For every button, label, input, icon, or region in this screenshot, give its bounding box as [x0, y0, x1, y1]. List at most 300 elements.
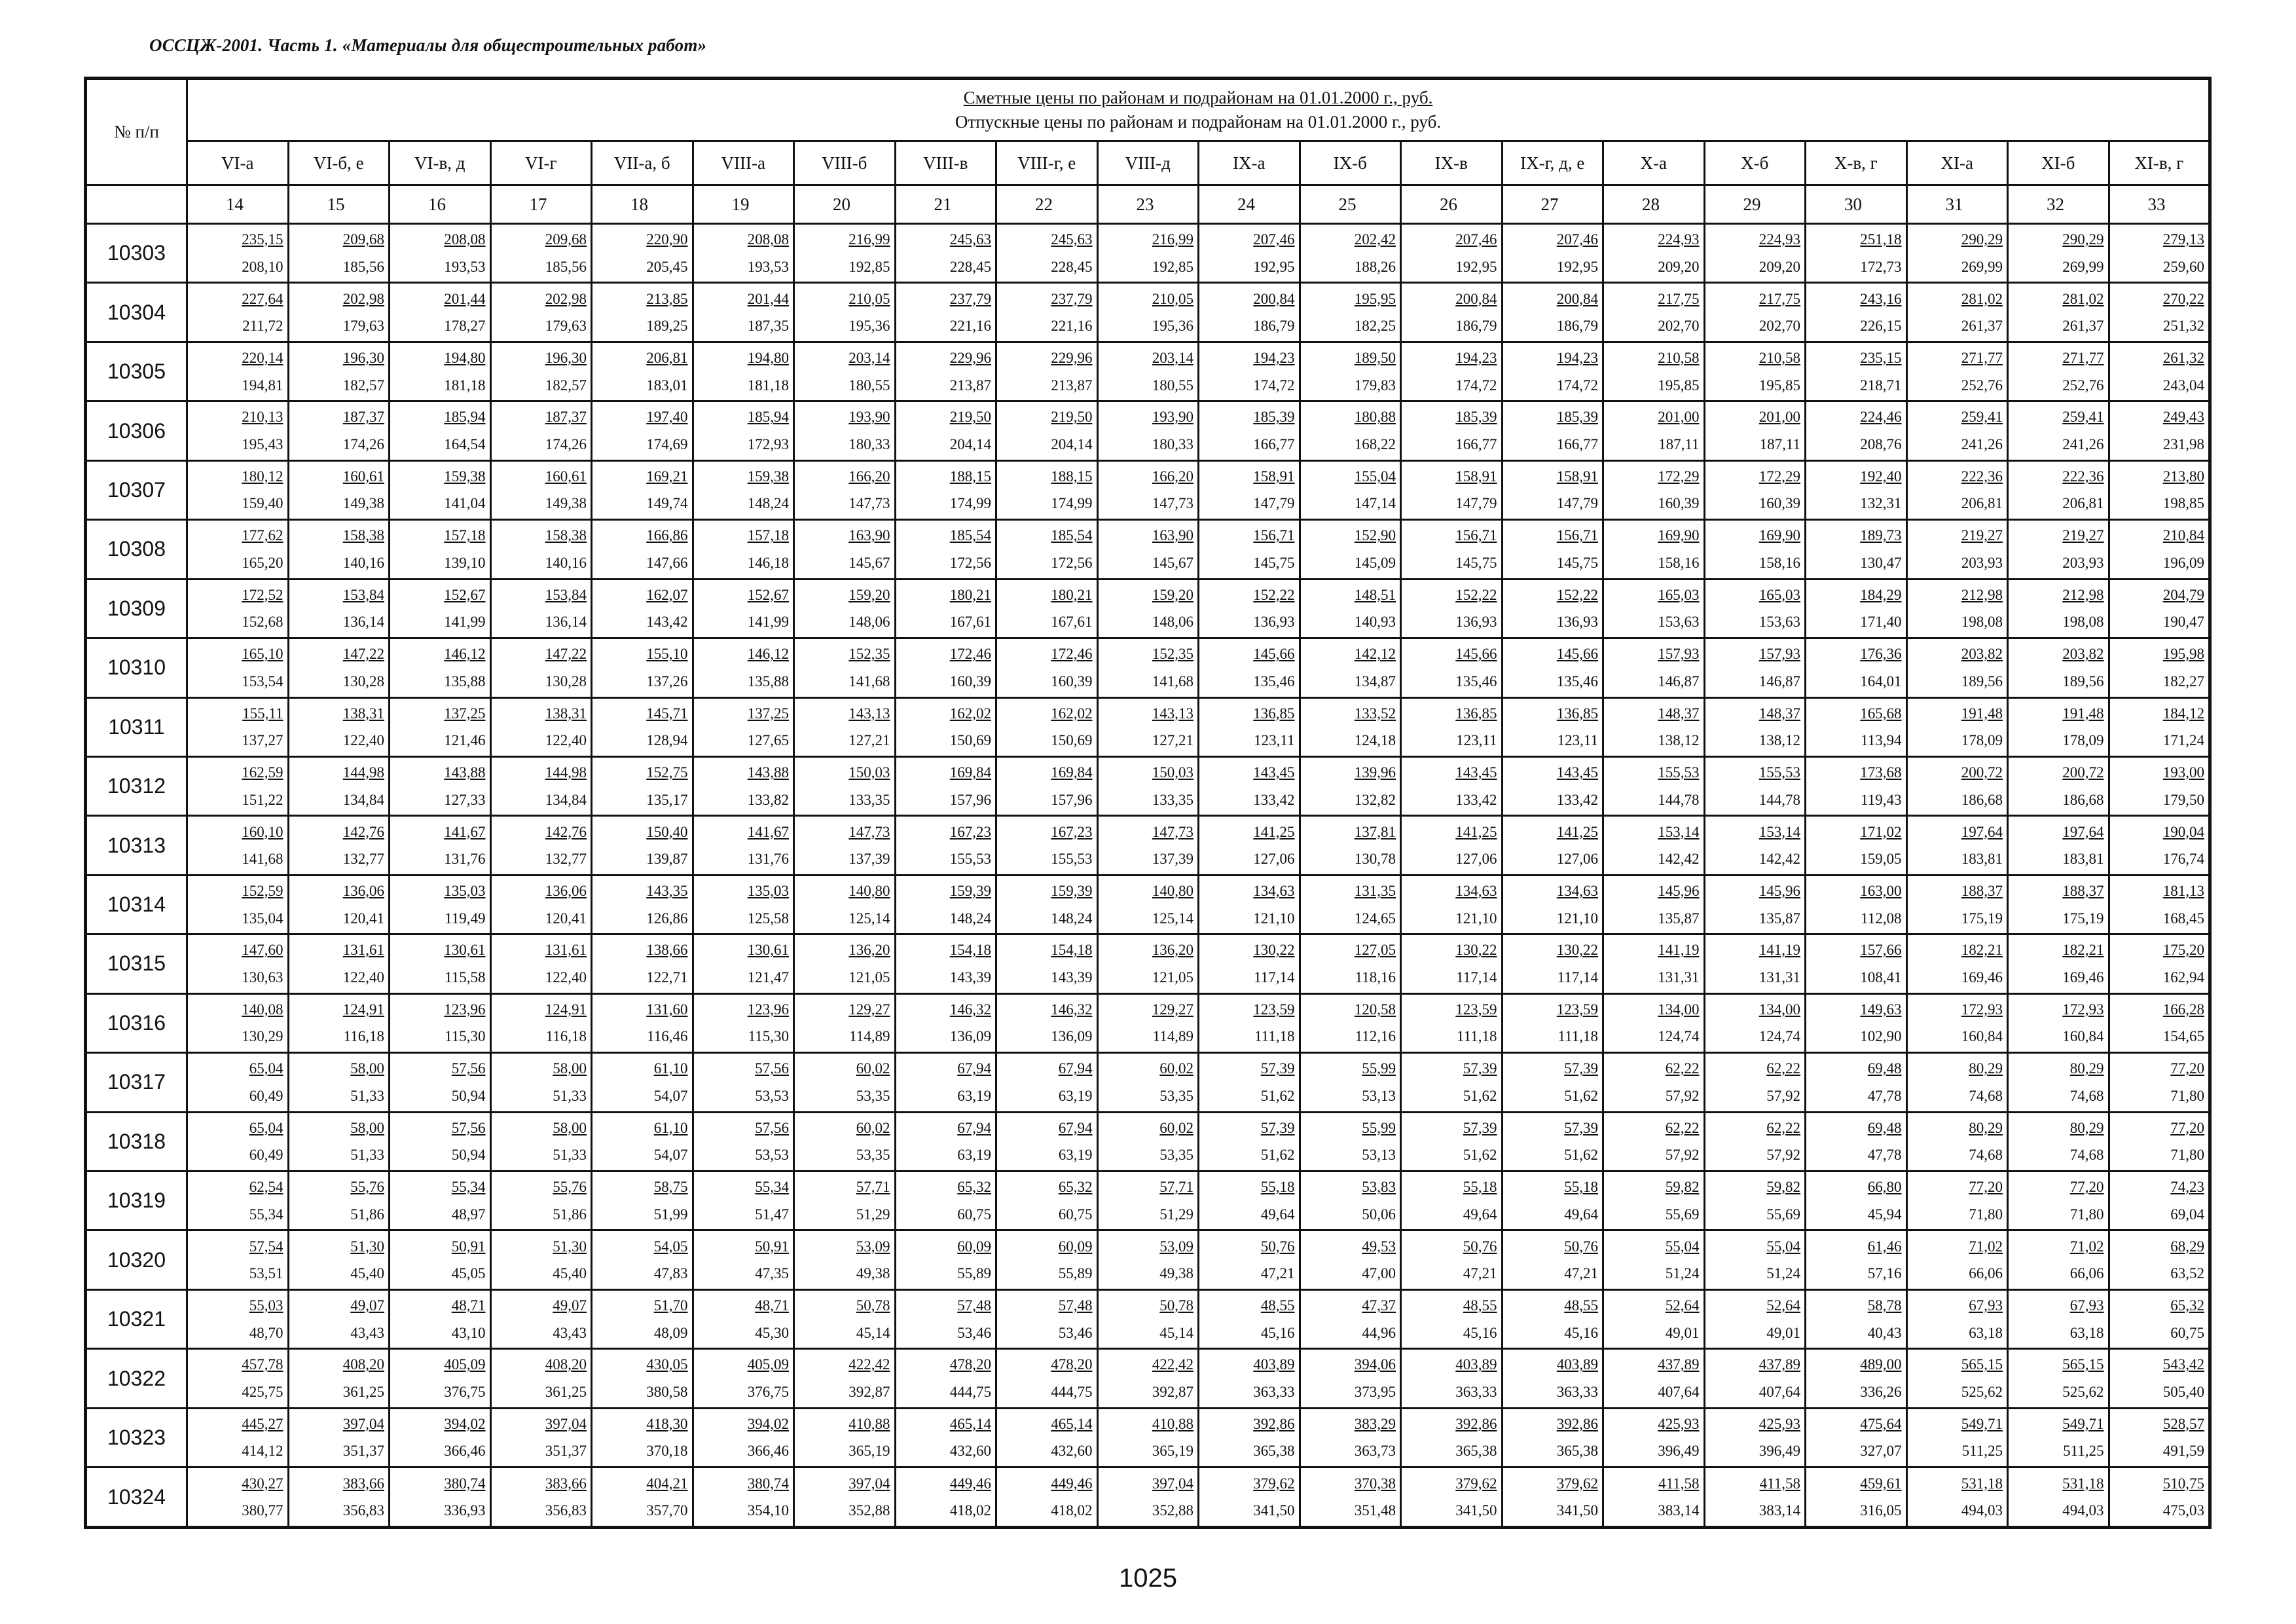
estimate-price: 55,18	[1463, 1179, 1497, 1196]
estimate-price: 134,63	[1556, 882, 1598, 899]
estimate-price: 271,77	[1961, 350, 2003, 366]
release-price: 136,14	[342, 614, 384, 631]
release-price: 124,74	[1758, 1028, 1800, 1045]
price-cell	[390, 1467, 491, 1528]
price-cell	[1502, 1230, 1603, 1289]
price-cell	[592, 1230, 693, 1289]
estimate-price: 133,52	[1354, 705, 1396, 722]
price-cell	[693, 401, 794, 460]
price-cell	[693, 224, 794, 283]
estimate-price: 203,14	[848, 350, 890, 366]
estimate-price: 57,39	[1463, 1060, 1497, 1077]
price-cell	[794, 816, 896, 875]
release-price: 116,18	[545, 1028, 587, 1045]
estimate-price: 281,02	[2062, 290, 2104, 307]
price-cell	[2109, 1289, 2210, 1348]
estimate-price: 136,85	[1253, 705, 1295, 722]
estimate-price: 80,29	[2069, 1119, 2104, 1136]
release-price: 365,38	[1253, 1443, 1295, 1460]
price-cell	[1401, 993, 1503, 1052]
estimate-price: 397,04	[848, 1475, 890, 1492]
release-price: 195,36	[1152, 318, 1194, 335]
release-price: 432,60	[1051, 1443, 1093, 1460]
release-price: 380,58	[646, 1384, 688, 1401]
price-cell	[1603, 993, 1705, 1052]
price-cell	[1097, 460, 1199, 519]
release-price: 252,76	[2062, 377, 2104, 394]
release-price: 251,32	[2162, 318, 2204, 335]
price-cell	[895, 756, 996, 815]
price-cell	[2008, 756, 2109, 815]
release-price: 47,78	[1867, 1087, 1902, 1104]
release-price: 171,40	[1860, 614, 1902, 631]
price-cell	[1704, 224, 1806, 283]
estimate-price: 162,02	[1051, 705, 1093, 722]
estimate-price: 565,15	[1961, 1356, 2003, 1373]
estimate-price: 131,35	[1354, 882, 1396, 899]
price-cell	[2109, 816, 2210, 875]
price-cell	[1097, 934, 1199, 993]
price-cell	[390, 342, 491, 401]
release-price: 380,77	[242, 1502, 283, 1519]
release-price: 117,14	[1456, 969, 1497, 986]
estimate-price: 146,12	[444, 646, 486, 663]
estimate-price: 237,79	[1051, 290, 1093, 307]
release-price: 142,42	[1758, 851, 1800, 868]
release-price: 204,14	[1051, 436, 1093, 453]
release-price: 48,09	[653, 1324, 688, 1341]
release-price: 174,69	[646, 436, 688, 453]
price-cell	[794, 1230, 896, 1289]
release-price: 47,78	[1867, 1147, 1902, 1164]
caption-row	[86, 79, 2210, 141]
row-number-header: № п/п	[86, 79, 187, 185]
table-row	[86, 1230, 2210, 1289]
estimate-price: 147,73	[848, 823, 890, 840]
estimate-price: 216,99	[848, 231, 890, 248]
estimate-price: 152,67	[444, 586, 486, 603]
release-price: 180,33	[1152, 436, 1194, 453]
estimate-price: 235,15	[242, 231, 283, 248]
release-price: 141,99	[747, 614, 789, 631]
estimate-price: 249,43	[2162, 409, 2204, 426]
release-price: 418,02	[949, 1502, 991, 1519]
price-cell	[1704, 342, 1806, 401]
estimate-price: 195,95	[1354, 290, 1396, 307]
estimate-price: 52,64	[1665, 1297, 1700, 1314]
estimate-price: 159,20	[1152, 586, 1194, 603]
release-price: 241,26	[1961, 436, 2003, 453]
price-cell	[1401, 756, 1503, 815]
price-cell	[187, 993, 289, 1052]
release-price: 130,29	[242, 1028, 283, 1045]
release-price: 115,30	[748, 1028, 789, 1045]
release-price: 45,05	[451, 1265, 486, 1282]
release-price: 51,62	[1463, 1147, 1497, 1164]
region-header: IX-г, д, е	[1502, 141, 1603, 185]
estimate-price: 380,74	[747, 1475, 789, 1492]
release-price: 341,50	[1556, 1502, 1598, 1519]
estimate-price: 143,45	[1455, 764, 1497, 781]
price-cell	[2008, 224, 2109, 283]
release-price: 53,13	[1362, 1087, 1396, 1104]
price-cell	[1300, 697, 1401, 756]
release-price: 130,63	[242, 969, 283, 986]
estimate-price: 150,03	[1152, 764, 1194, 781]
price-cell	[2008, 875, 2109, 934]
price-cell	[1401, 224, 1503, 283]
price-cell	[1502, 1053, 1603, 1112]
price-cell	[2008, 638, 2109, 697]
price-cell	[1097, 638, 1199, 697]
price-cell	[1502, 283, 1603, 342]
release-price: 43,10	[451, 1324, 486, 1341]
release-price: 140,16	[342, 554, 384, 571]
estimate-price: 55,34	[755, 1179, 789, 1196]
price-cell	[1097, 1408, 1199, 1467]
estimate-price: 210,58	[1758, 350, 1800, 366]
row-number: 10322	[86, 1349, 187, 1408]
price-cell	[794, 283, 896, 342]
price-cell	[2109, 697, 2210, 756]
price-cell	[1199, 875, 1300, 934]
estimate-price: 130,22	[1253, 942, 1295, 959]
estimate-price: 202,98	[545, 290, 587, 307]
release-price: 148,06	[1152, 614, 1194, 631]
release-price: 190,47	[2162, 614, 2204, 631]
estimate-price: 61,10	[653, 1119, 688, 1136]
estimate-price: 219,27	[2062, 527, 2104, 544]
estimate-price: 243,16	[1860, 290, 1902, 307]
price-cell	[1806, 934, 1907, 993]
estimate-price: 182,21	[1961, 942, 2003, 959]
release-price: 195,85	[1758, 377, 1800, 394]
estimate-price: 157,66	[1860, 942, 1902, 959]
release-price: 145,09	[1354, 554, 1396, 571]
estimate-price: 55,18	[1260, 1179, 1295, 1196]
price-cell	[1401, 520, 1503, 579]
estimate-price: 65,04	[249, 1060, 283, 1077]
release-price: 137,26	[646, 673, 688, 690]
price-cell	[1906, 1467, 2008, 1528]
release-price: 74,68	[2069, 1087, 2104, 1104]
estimate-price: 80,29	[1969, 1119, 2003, 1136]
price-cell	[1502, 224, 1603, 283]
table-row	[86, 283, 2210, 342]
estimate-price: 60,02	[1159, 1119, 1194, 1136]
release-price: 159,40	[242, 495, 283, 512]
column-number: 33	[2109, 185, 2210, 224]
price-cell	[895, 1467, 996, 1528]
price-cell	[592, 1172, 693, 1230]
release-price: 102,90	[1860, 1028, 1902, 1045]
price-cell	[1300, 638, 1401, 697]
estimate-price: 67,94	[957, 1060, 991, 1077]
release-price: 54,07	[653, 1087, 688, 1104]
estimate-price: 51,30	[350, 1238, 384, 1255]
price-cell	[1906, 520, 2008, 579]
column-number: 15	[288, 185, 390, 224]
estimate-price: 65,32	[2170, 1297, 2204, 1314]
price-cell	[1401, 1289, 1503, 1348]
release-price: 53,53	[755, 1087, 789, 1104]
estimate-price: 152,22	[1253, 586, 1295, 603]
estimate-price: 185,94	[747, 409, 789, 426]
price-cell	[895, 1172, 996, 1230]
release-price: 53,35	[856, 1087, 890, 1104]
price-cell	[1502, 1408, 1603, 1467]
release-price: 182,27	[2162, 673, 2204, 690]
estimate-price: 281,02	[1961, 290, 2003, 307]
release-price: 414,12	[242, 1443, 283, 1460]
estimate-price: 68,29	[2170, 1238, 2204, 1255]
release-price: 354,10	[747, 1502, 789, 1519]
release-price: 51,33	[553, 1147, 587, 1164]
release-price: 407,64	[1758, 1384, 1800, 1401]
estimate-price: 54,05	[653, 1238, 688, 1255]
release-price: 135,88	[444, 673, 486, 690]
price-cell	[1906, 401, 2008, 460]
price-cell	[1906, 1112, 2008, 1171]
estimate-price: 203,82	[2062, 646, 2104, 663]
estimate-price: 80,29	[2069, 1060, 2104, 1077]
release-price: 158,16	[1758, 554, 1800, 571]
release-price: 132,31	[1860, 495, 1902, 512]
release-price: 53,53	[755, 1147, 789, 1164]
estimate-price: 130,61	[747, 942, 789, 959]
release-price: 186,79	[1253, 318, 1295, 335]
price-cell	[592, 1349, 693, 1408]
release-price: 180,33	[848, 436, 890, 453]
release-price: 194,81	[242, 377, 283, 394]
release-price: 202,70	[1758, 318, 1800, 335]
estimate-price: 60,02	[1159, 1060, 1194, 1077]
estimate-price: 188,37	[2062, 882, 2104, 899]
estimate-price: 71,02	[1969, 1238, 2003, 1255]
release-price: 126,86	[646, 910, 688, 927]
release-price: 63,19	[957, 1147, 991, 1164]
release-price: 138,12	[1758, 732, 1800, 749]
estimate-price: 67,93	[1969, 1297, 2003, 1314]
price-cell	[490, 1408, 592, 1467]
price-cell	[996, 1408, 1098, 1467]
estimate-price: 251,18	[1860, 231, 1902, 248]
price-cell	[1806, 1289, 1907, 1348]
estimate-price: 127,05	[1354, 942, 1396, 959]
estimate-price: 397,04	[342, 1415, 384, 1432]
release-price: 475,03	[2162, 1502, 2204, 1519]
estimate-price: 165,03	[1658, 586, 1700, 603]
price-cell	[490, 816, 592, 875]
estimate-price: 65,32	[957, 1179, 991, 1196]
caption-estimate-prices: Сметные цены по районам и подрайонам на 01.01.2000 г., руб.	[963, 88, 1433, 107]
estimate-price: 143,88	[444, 764, 486, 781]
estimate-price: 210,58	[1658, 350, 1700, 366]
estimate-price: 193,00	[2162, 764, 2204, 781]
release-price: 113,94	[1861, 732, 1902, 749]
release-price: 226,15	[1860, 318, 1902, 335]
price-cell	[996, 579, 1098, 638]
estimate-price: 162,07	[646, 586, 688, 603]
release-price: 155,53	[949, 851, 991, 868]
estimate-price: 219,50	[1051, 409, 1093, 426]
estimate-price: 124,91	[545, 1001, 587, 1018]
release-price: 174,72	[1253, 377, 1295, 394]
release-price: 383,14	[1658, 1502, 1700, 1519]
price-cell	[390, 1053, 491, 1112]
release-price: 74,68	[1969, 1147, 2003, 1164]
release-price: 74,68	[2069, 1147, 2104, 1164]
price-cell	[1401, 1172, 1503, 1230]
price-cell	[1704, 1467, 1806, 1528]
estimate-price: 172,29	[1658, 468, 1700, 485]
estimate-price: 157,18	[444, 527, 486, 544]
price-cell	[490, 934, 592, 993]
estimate-price: 58,00	[350, 1060, 384, 1077]
price-cell	[895, 816, 996, 875]
release-price: 116,46	[647, 1028, 688, 1045]
estimate-price: 48,71	[451, 1297, 486, 1314]
release-price: 51,47	[755, 1206, 789, 1223]
release-price: 111,18	[1254, 1028, 1295, 1045]
price-cell	[2008, 401, 2109, 460]
estimate-price: 290,29	[2062, 231, 2104, 248]
release-price: 174,99	[1051, 495, 1093, 512]
price-cell	[693, 579, 794, 638]
price-cell	[693, 875, 794, 934]
estimate-price: 57,71	[856, 1179, 890, 1196]
release-price: 221,16	[949, 318, 991, 335]
estimate-price: 383,66	[342, 1475, 384, 1492]
release-price: 60,49	[249, 1147, 283, 1164]
price-cell	[490, 460, 592, 519]
release-price: 49,38	[856, 1265, 890, 1282]
price-cell	[1401, 460, 1503, 519]
estimate-price: 379,62	[1455, 1475, 1497, 1492]
estimate-price: 172,52	[242, 586, 283, 603]
running-head: ОССЦЖ-2001. Часть 1. «Материалы для общестроительных работ»	[149, 35, 707, 55]
estimate-price: 49,07	[350, 1297, 384, 1314]
estimate-price: 159,20	[848, 586, 890, 603]
release-price: 135,04	[242, 910, 283, 927]
price-cell	[1704, 1112, 1806, 1171]
release-price: 505,40	[2162, 1384, 2204, 1401]
price-cell	[1199, 283, 1300, 342]
estimate-price: 134,00	[1658, 1001, 1700, 1018]
price-cell	[996, 401, 1098, 460]
price-cell	[288, 401, 390, 460]
estimate-price: 137,81	[1354, 823, 1396, 840]
estimate-price: 167,23	[949, 823, 991, 840]
price-cell	[592, 697, 693, 756]
price-cell	[1502, 993, 1603, 1052]
release-price: 363,33	[1253, 1384, 1295, 1401]
release-price: 147,73	[848, 495, 890, 512]
release-price: 157,96	[1051, 791, 1093, 808]
price-cell	[996, 1230, 1098, 1289]
price-cell	[1502, 1112, 1603, 1171]
release-price: 140,93	[1354, 614, 1396, 631]
price-cell	[996, 1172, 1098, 1230]
region-header-row	[86, 141, 2210, 185]
price-cell	[895, 520, 996, 579]
release-price: 51,33	[350, 1147, 384, 1164]
estimate-price: 180,21	[949, 586, 991, 603]
estimate-price: 410,88	[848, 1415, 890, 1432]
price-cell	[895, 460, 996, 519]
price-cell	[1300, 1172, 1401, 1230]
price-cell	[1097, 579, 1199, 638]
estimate-price: 194,23	[1556, 350, 1598, 366]
release-price: 51,33	[553, 1087, 587, 1104]
price-cell	[1806, 520, 1907, 579]
price-cell	[1300, 1053, 1401, 1112]
release-price: 366,46	[747, 1443, 789, 1460]
price-cell	[2109, 1467, 2210, 1528]
price-cell	[1806, 283, 1907, 342]
price-cell	[390, 460, 491, 519]
estimate-price: 131,61	[342, 942, 384, 959]
release-price: 141,99	[444, 614, 486, 631]
estimate-price: 57,48	[1058, 1297, 1093, 1314]
estimate-price: 140,80	[848, 882, 890, 899]
estimate-price: 153,14	[1658, 823, 1700, 840]
price-cell	[2109, 401, 2210, 460]
price-cell	[1300, 342, 1401, 401]
release-price: 131,31	[1758, 969, 1800, 986]
price-cell	[1199, 1112, 1300, 1171]
region-header: X-б	[1704, 141, 1806, 185]
release-price: 66,06	[1969, 1265, 2003, 1282]
estimate-price: 153,14	[1758, 823, 1800, 840]
release-price: 187,11	[1759, 436, 1800, 453]
price-cell	[490, 579, 592, 638]
release-price: 63,52	[2170, 1265, 2204, 1282]
price-cell	[592, 460, 693, 519]
price-cell	[1806, 342, 1907, 401]
estimate-price: 57,56	[451, 1060, 486, 1077]
estimate-price: 157,93	[1658, 646, 1700, 663]
price-cell	[1603, 875, 1705, 934]
estimate-price: 197,64	[1961, 823, 2003, 840]
price-cell	[1300, 1112, 1401, 1171]
release-price: 153,63	[1658, 614, 1700, 631]
estimate-price: 134,63	[1455, 882, 1497, 899]
region-header: VIII-а	[693, 141, 794, 185]
price-cell	[2008, 1467, 2109, 1528]
estimate-price: 50,78	[1159, 1297, 1194, 1314]
column-number: 21	[895, 185, 996, 224]
price-cell	[390, 224, 491, 283]
table-row	[86, 342, 2210, 401]
estimate-price: 204,79	[2162, 586, 2204, 603]
release-price: 189,25	[646, 318, 688, 335]
price-cell	[895, 875, 996, 934]
release-price: 407,64	[1658, 1384, 1700, 1401]
estimate-price: 57,48	[957, 1297, 991, 1314]
release-price: 193,53	[747, 258, 789, 275]
estimate-price: 141,67	[444, 823, 486, 840]
region-header: IX-в	[1401, 141, 1503, 185]
release-price: 127,33	[444, 791, 486, 808]
estimate-price: 141,67	[747, 823, 789, 840]
release-price: 145,67	[848, 554, 890, 571]
release-price: 47,21	[1463, 1265, 1497, 1282]
release-price: 130,47	[1860, 554, 1902, 571]
price-cell	[2008, 520, 2109, 579]
price-cell	[2008, 579, 2109, 638]
price-cell	[996, 638, 1098, 697]
